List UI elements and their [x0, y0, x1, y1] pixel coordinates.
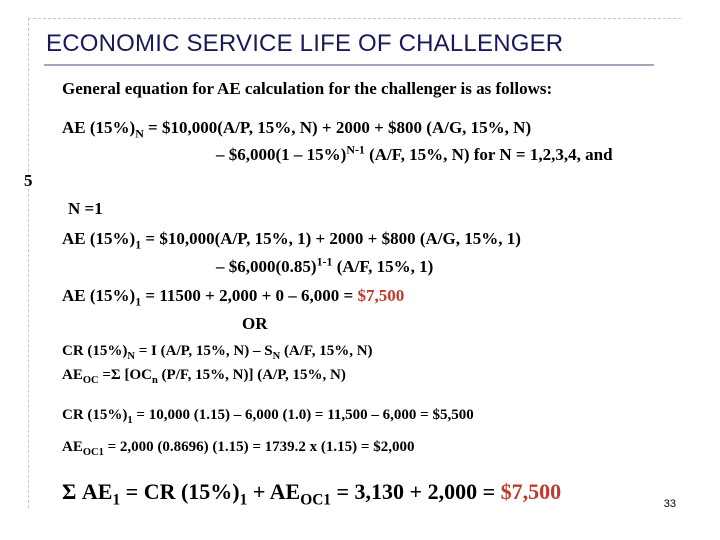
case1-equation-rhs: = $10,000(A/P, 15%, 1) + 2000 + $800 (A/G, 15%, 1): [141, 229, 521, 248]
cr-subscript: 1: [127, 415, 133, 426]
cr-general-formula: [62, 343, 373, 362]
case1-result-expression: = 11500 + 2,000 + 0 – 6,000 =: [141, 286, 358, 305]
ae-label: AE (15%): [62, 118, 136, 137]
general-equation-line-2: [216, 142, 613, 164]
slide-title: ECONOMIC SERVICE LIFE OF CHALLENGER: [46, 30, 564, 57]
total-ae-label: Σ AE: [62, 479, 113, 504]
total-value: $7,500: [500, 479, 562, 504]
total-aeoc-subscript: OC1: [300, 491, 332, 509]
aeoc1-calculation: [62, 439, 415, 458]
or-separator: OR: [242, 314, 268, 333]
salvage-term-rest: (A/F, 15%, 1): [332, 257, 434, 276]
ae-label: AE (15%): [62, 286, 136, 305]
cr-formula-end: (A/F, 15%, N): [280, 343, 373, 359]
frame-left-border: [28, 18, 29, 508]
salvage-subscript: N: [272, 351, 281, 362]
cr-label: CR (15%): [62, 407, 128, 423]
frame-top-border: [28, 18, 681, 19]
case-header: N =1: [68, 199, 103, 218]
ae-subscript: N: [135, 126, 144, 141]
total-expression: = 3,130 + 2,000 =: [331, 479, 501, 504]
salvage-term-rest: (A/F, 15%, N) for N = 1,2,3,4, and: [364, 145, 613, 164]
cr1-calculation: [62, 407, 474, 426]
title-underline: [44, 64, 654, 66]
aeoc1-expression: = 2,000 (0.8696) (1.15) = 1739.2 x (1.15) = $2,000: [103, 439, 415, 455]
aeoc-label: AE: [62, 439, 83, 455]
salvage-term: – $6,000(0.85): [216, 257, 317, 276]
salvage-exponent: 1-1: [316, 254, 333, 269]
page-number: 33: [663, 498, 676, 510]
ae-subscript: 1: [135, 237, 142, 252]
aeoc-formula-end: (P/F, 15%, N)] (A/P, 15%, N): [157, 367, 346, 383]
cr1-expression: = 10,000 (1.15) – 6,000 (1.0) = 11,500 – 6,000 = $5,500: [132, 407, 474, 423]
total-cr-subscript: 1: [239, 491, 248, 509]
case1-result-value: $7,500: [357, 286, 405, 305]
aeoc-subscript: OC: [82, 375, 99, 386]
case1-equation-line-2: [216, 254, 434, 276]
salvage-term: – $6,000(1 – 15%): [216, 145, 347, 164]
general-equation-line-1: [62, 118, 532, 141]
total-ae-equation: [62, 479, 562, 509]
cr-formula-mid: = I (A/P, 15%, N) – S: [135, 343, 273, 359]
ae-label: AE (15%): [62, 229, 136, 248]
general-equation-rhs: = $10,000(A/P, 15%, N) + 2000 + $800 (A/G, 15%, N): [143, 118, 532, 137]
salvage-exponent: N-1: [346, 142, 365, 157]
cr-subscript: N: [127, 351, 135, 362]
ae-subscript: 1: [135, 294, 142, 309]
aeoc-formula-mid: =Σ [OC: [98, 367, 152, 383]
cr-label: CR (15%): [62, 343, 128, 359]
aeoc-general-formula: [62, 367, 346, 386]
intro-text: General equation for AE calculation for the challenger is as follows:: [62, 79, 553, 98]
total-cr-term: = CR (15%): [120, 479, 240, 504]
case1-result-line: [62, 286, 405, 309]
oc-subscript: n: [151, 375, 158, 386]
general-equation-line-3: 5: [24, 171, 33, 190]
total-ae-subscript: 1: [112, 491, 121, 509]
aeoc-subscript: OC1: [82, 447, 104, 458]
case1-equation-line-1: [62, 229, 521, 252]
total-aeoc-term: + AE: [247, 479, 301, 504]
aeoc-label: AE: [62, 367, 83, 383]
